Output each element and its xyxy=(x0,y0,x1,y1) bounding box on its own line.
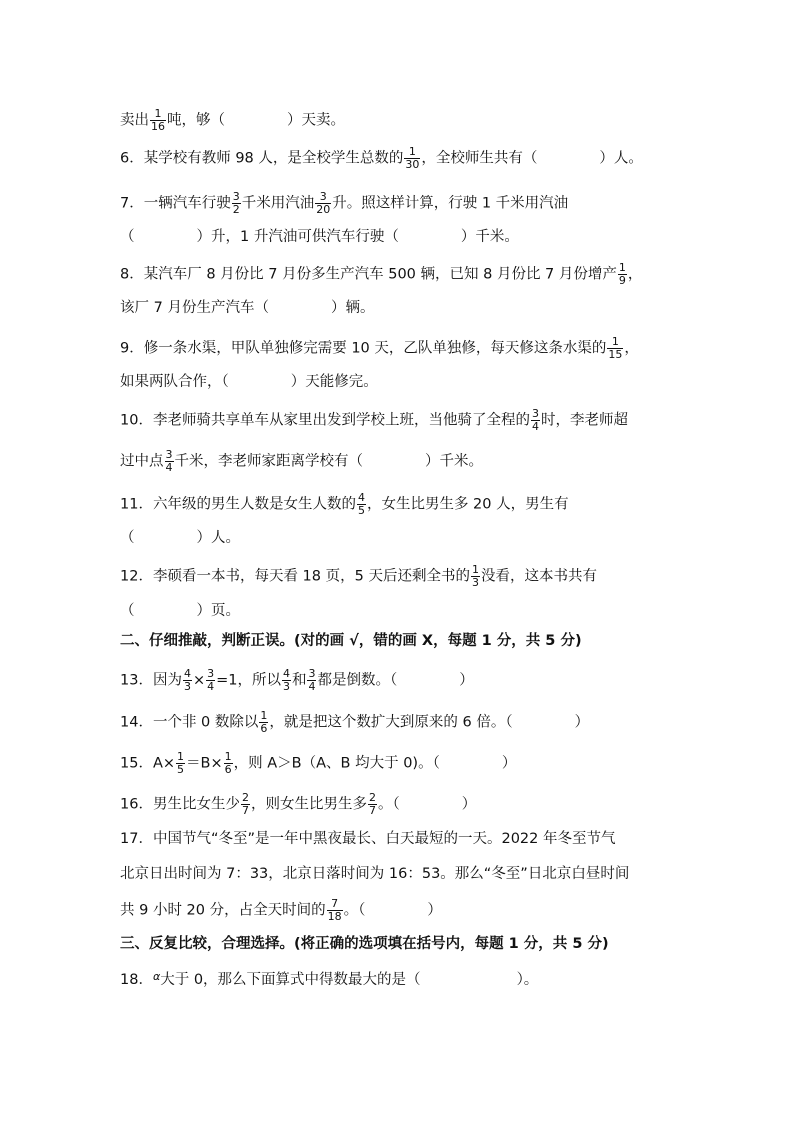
text-segment: ）天卖。 xyxy=(287,112,345,129)
text-segment: ，全校师生共有（ xyxy=(421,150,538,167)
text-segment: ）升，1 升汽油可供汽车行驶（ xyxy=(196,229,399,245)
text-segment: （ xyxy=(120,229,135,245)
fraction-numerator: 4 xyxy=(183,667,191,680)
text-segment: 共 9 小时 20 分，占全天时间的 xyxy=(120,902,326,919)
fraction xyxy=(232,191,241,216)
text-segment: 时，李老师超 xyxy=(540,412,628,429)
fraction-denominator: 4 xyxy=(531,420,539,433)
question-14 xyxy=(120,710,589,735)
fraction xyxy=(183,668,192,693)
text-segment: ）。 xyxy=(516,972,539,988)
text-segment: 升。照这样计算，行驶 1 千米用汽油 xyxy=(332,195,569,212)
text-segment: ） xyxy=(427,902,442,919)
fraction-denominator: 3 xyxy=(471,576,479,589)
fraction-numerator: 2 xyxy=(368,791,376,804)
question-15 xyxy=(120,751,516,776)
text-segment: 过中点 xyxy=(120,453,164,470)
question-8-blank xyxy=(120,298,374,318)
fraction xyxy=(531,408,540,433)
fraction-denominator: 30 xyxy=(405,158,420,171)
text-segment: =1，所以 xyxy=(216,672,281,689)
fraction-numerator: 7 xyxy=(327,898,343,911)
fraction-denominator: 4 xyxy=(308,680,316,693)
fraction-numerator: 1 xyxy=(607,336,623,349)
fraction-denominator: 5 xyxy=(357,504,365,517)
fraction-denominator: 5 xyxy=(177,763,185,776)
fraction-numerator: 1 xyxy=(404,146,420,159)
fraction-denominator: 4 xyxy=(207,680,215,693)
question-17-line-3 xyxy=(120,898,442,923)
fraction-denominator: 20 xyxy=(316,203,331,216)
text-segment: 10．李老师骑共享单车从家里出发到学校上班，当他骑了全程的 xyxy=(120,412,530,429)
text-segment: 16．男生比女生少 xyxy=(120,796,240,813)
text-segment: ，就是把这个数扩大到原来的 6 倍。（ xyxy=(269,714,513,731)
text-segment: ， xyxy=(624,340,639,357)
fraction-numerator: 4 xyxy=(282,667,290,680)
fraction-numerator: 4 xyxy=(357,491,365,504)
fraction xyxy=(206,668,215,693)
fraction-denominator: 18 xyxy=(327,910,342,923)
fraction-numerator: 3 xyxy=(207,667,215,680)
text-segment: ） xyxy=(574,714,590,731)
fraction-numerator: 3 xyxy=(308,667,316,680)
fraction-denominator: 7 xyxy=(368,804,376,817)
text-segment: ，则 A＞B（A、B 均大于 0)。（ xyxy=(233,755,440,772)
question-9-blank xyxy=(120,372,378,392)
question-12-blank xyxy=(120,601,240,621)
text-segment: 吨，够（ xyxy=(167,112,225,129)
text-segment: 12．李硕看一本书，每天看 18 页，5 天后还剩全书的 xyxy=(120,568,470,585)
text-segment: 都是倒数。（ xyxy=(317,672,398,689)
fraction-numerator: 1 xyxy=(224,750,232,763)
fraction-denominator: 6 xyxy=(224,763,232,776)
fraction-numerator: 2 xyxy=(241,791,249,804)
text-segment: 北京日出时间为 7：33，北京日落时间为 16：53。那么“冬至”日北京白昼时间 xyxy=(120,866,630,882)
text-segment: 17．中国节气“冬至”是一年中黑夜最长、白天最短的一天。2022 年冬至节气 xyxy=(120,831,616,847)
fraction xyxy=(327,898,343,923)
fraction-numerator: 1 xyxy=(471,563,479,576)
question-10 xyxy=(120,408,628,433)
fraction xyxy=(607,336,623,361)
text-segment: ， xyxy=(627,266,643,283)
fraction xyxy=(618,262,627,287)
text-segment: （ xyxy=(120,603,135,619)
text-segment: 。（ xyxy=(377,796,400,813)
text-segment: 千米，李老师家距离学校有（ xyxy=(174,453,363,470)
text-segment: 三、反复比较，合理选择。(将正确的选项填在括号内，每题 1 分，共 5 分) xyxy=(120,936,609,952)
text-segment: 千米用汽油 xyxy=(241,195,315,212)
text-segment: ） xyxy=(501,755,517,772)
text-segment: 如果两队合作，（ xyxy=(120,374,229,390)
question-6 xyxy=(120,146,643,171)
text-segment: ）人。 xyxy=(599,150,643,167)
question-18 xyxy=(120,967,538,990)
text-segment: 7．一辆汽车行驶 xyxy=(120,195,231,212)
fraction-denominator: 9 xyxy=(618,274,626,287)
text-segment: 8．某汽车厂 8 月份比 7 月份多生产汽车 500 辆，已知 8 月份比 7 月份增产 xyxy=(120,266,617,283)
fraction xyxy=(282,668,291,693)
fraction-numerator: 3 xyxy=(232,190,240,203)
text-segment: ＝B× xyxy=(186,755,223,772)
question-8 xyxy=(120,262,642,287)
fraction xyxy=(150,108,166,133)
question-9 xyxy=(120,336,639,361)
text-segment: × xyxy=(192,672,206,689)
fraction xyxy=(307,668,316,693)
text-segment: （ xyxy=(120,530,135,546)
fraction-denominator: 3 xyxy=(183,680,191,693)
text-segment: 6．某学校有教师 98 人，是全校学生总数的 xyxy=(120,150,404,167)
question-17-line-2 xyxy=(120,864,629,884)
q5-continuation xyxy=(120,108,345,133)
fraction-denominator: 6 xyxy=(260,722,268,735)
text-segment: 18． xyxy=(120,972,153,988)
fraction-denominator: 15 xyxy=(608,348,623,361)
text-segment: 大于 0，那么下面算式中得数最大的是（ xyxy=(160,972,421,988)
text-segment: ）千米。 xyxy=(425,453,483,470)
fraction xyxy=(315,191,331,216)
fraction-numerator: 3 xyxy=(165,448,173,461)
text-segment: ） xyxy=(461,796,477,813)
question-7 xyxy=(120,191,568,216)
question-7-blanks xyxy=(120,227,519,247)
section-3-heading xyxy=(120,934,609,954)
text-segment: 14．一个非 0 数除以 xyxy=(120,714,259,731)
fraction-numerator: 3 xyxy=(315,191,331,204)
text-segment: 卖出 xyxy=(120,112,149,129)
text-segment: 该厂 7 月份生产汽车（ xyxy=(120,300,269,316)
section-2-heading xyxy=(120,631,582,651)
text-segment: ）千米。 xyxy=(460,229,519,245)
text-segment: 9．修一条水渠，甲队单独修完需要 10 天，乙队单独修，每天修这条水渠的 xyxy=(120,340,607,357)
fraction-numerator: 1 xyxy=(177,750,185,763)
question-12 xyxy=(120,564,597,589)
text-segment: 15．A× xyxy=(120,755,176,772)
question-13 xyxy=(120,668,474,693)
fraction xyxy=(224,751,233,776)
fraction xyxy=(176,751,185,776)
text-segment: 13．因为 xyxy=(120,672,182,689)
fraction xyxy=(368,792,377,817)
text-segment: ） xyxy=(459,672,474,689)
question-17 xyxy=(120,829,615,849)
text-segment: ）天能修完。 xyxy=(290,374,378,390)
fraction-numerator: 3 xyxy=(531,407,539,420)
text-segment: 。（ xyxy=(343,902,366,919)
text-segment: 和 xyxy=(291,672,307,689)
text-segment: 二、仔细推敲，判断正误。(对的画 √，错的画 X，每题 1 分，共 5 分) xyxy=(120,633,582,649)
alpha-symbol: α xyxy=(152,970,161,983)
fraction-denominator: 7 xyxy=(241,804,249,817)
fraction xyxy=(471,564,480,589)
fraction-denominator: 4 xyxy=(165,461,173,474)
fraction-denominator: 2 xyxy=(232,203,240,216)
text-segment: ，女生比男生多 20 人，男生有 xyxy=(366,496,569,513)
text-segment: ）辆。 xyxy=(330,300,375,316)
fraction xyxy=(404,146,420,171)
question-16 xyxy=(120,792,476,817)
fraction-denominator: 16 xyxy=(151,120,165,133)
text-segment: ）页。 xyxy=(196,603,240,619)
fraction-denominator: 3 xyxy=(282,680,290,693)
fraction xyxy=(165,449,174,474)
fraction-numerator: 1 xyxy=(618,261,626,274)
text-segment: ）人。 xyxy=(196,530,240,546)
fraction-numerator: 1 xyxy=(260,709,268,722)
text-segment: 11．六年级的男生人数是女生人数的 xyxy=(120,496,356,513)
question-11 xyxy=(120,492,569,517)
question-11-blank xyxy=(120,528,240,548)
fraction xyxy=(259,710,268,735)
fraction xyxy=(357,492,366,517)
text-segment: 没看，这本书共有 xyxy=(480,568,597,585)
fraction-numerator: 1 xyxy=(150,108,166,121)
fraction xyxy=(241,792,250,817)
text-segment: ，则女生比男生多 xyxy=(250,796,367,813)
question-10-blank xyxy=(120,449,483,474)
